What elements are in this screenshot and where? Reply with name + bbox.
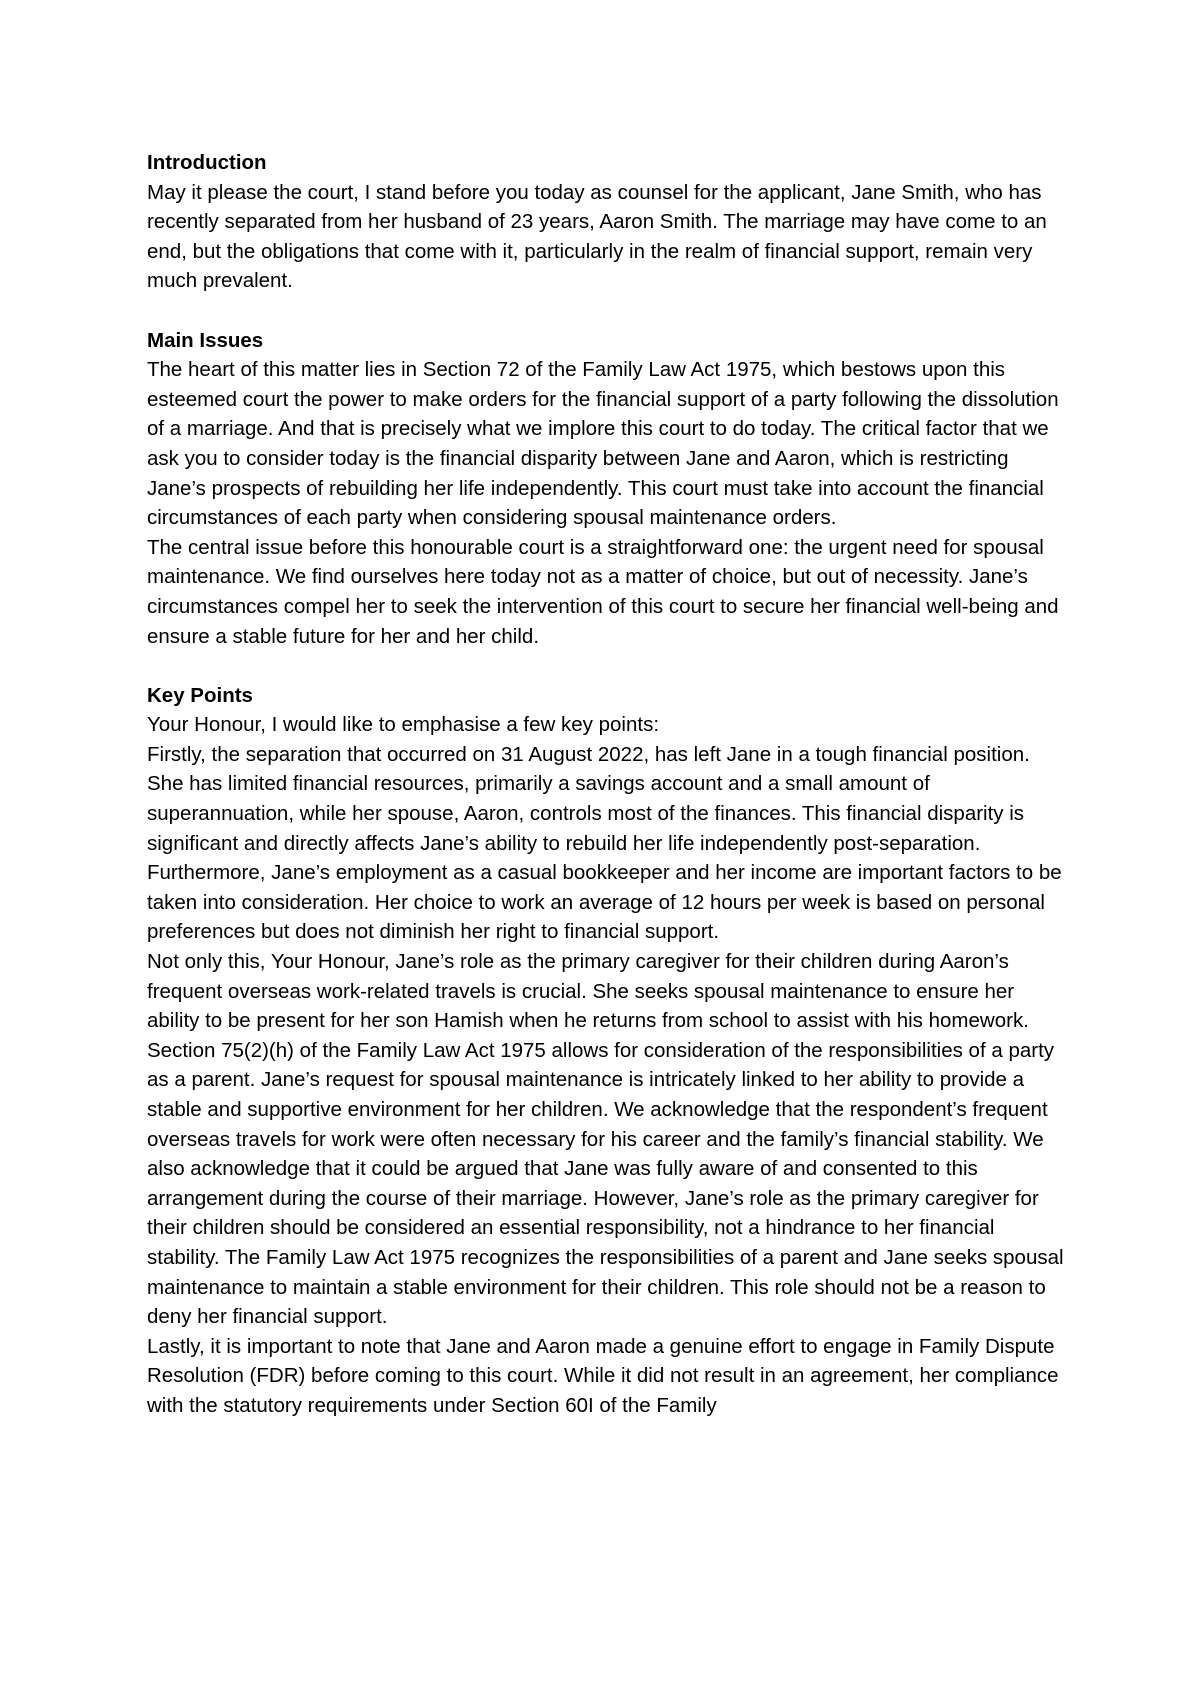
paragraph: Not only this, Your Honour, Jane’s role as the primary caregiver for their children during Aaron’s frequent overseas work-related travels is crucial. She seeks spousal maintenance to ensure her ability to be present for her son Hamish when he returns from school to assist with his homework. Section 75(2)(h) of the Family Law Act 1975 allows for consideration of the responsibilities of a party as a parent. Jane’s request for spousal maintenance is intricately linked to her ability to provide a stable and supportive environment for her children. We acknowledge that the respondent’s frequent overseas travels for work were often necessary for his career and the family’s financial stability. We also acknowledge that it could be argued that Jane was fully aware of and consented to this arrangement during the course of their marriage. However, Jane’s role as the primary caregiver for their children should be considered an essential responsibility, not a hindrance to her financial stability. The Family Law Act 1975 recognizes the responsibilities of a parent and Jane seeks spousal maintenance to maintain a stable environment for their children. This role should not be a reason to deny her financial support. [147, 950, 1064, 1329]
paragraph: Furthermore, Jane’s employment as a casual bookkeeper and her income are important factors to be taken into consideration. Her choice to work an average of 12 hours per week is based on personal preferences but does not diminish her right to financial support. [147, 861, 1062, 944]
section-heading: Introduction [147, 151, 267, 174]
paragraph: Your Honour, I would like to emphasise a few key points: [147, 713, 660, 737]
document-page [147, 148, 1067, 1421]
paragraph: Firstly, the separation that occurred on 31 August 2022, has left Jane in a tough financial position. She has limited financial resources, primarily a savings account and a small amount of superannuation, while her spouse, Aaron, controls most of the finances. This financial disparity is significant and directly affects Jane’s ability to rebuild her life independently post-separation. [147, 742, 1030, 855]
section-heading: Main Issues [147, 328, 264, 352]
section-main-issues [147, 326, 1067, 652]
paragraph: The heart of this matter lies in Section 72 of the Family Law Act 1975, which bestows upon this esteemed court the power to make orders for the financial support of a party following the dissolution of a marriage. And that is precisely what we implore this court to do today. The critical factor that we ask you to consider today is the financial disparity between Jane and Aaron, which is restricting Jane’s prospects of rebuilding her life independently. This court must take into account the financial circumstances of each party when considering spousal maintenance orders. [147, 358, 1059, 530]
paragraph: Lastly, it is important to note that Jane and Aaron made a genuine effort to engage in Family Dispute Resolution (FDR) before coming to this court. While it did not result in an agreement, her compliance with the statutory requirements under Section 60I of the Family [147, 1334, 1059, 1417]
paragraph: May it please the court, I stand before you today as counsel for the applicant, Jane Smith, who has recently separated from her husband of 23 years, Aaron Smith. The marriage may have come to an end, but the obligations that come with it, particularly in the realm of financial support, remain very much prevalent. [147, 180, 1047, 293]
section-key-points [147, 681, 1067, 1421]
section-introduction [147, 148, 1067, 296]
paragraph: The central issue before this honourable court is a straightforward one: the urgent need for spousal maintenance. We find ourselves here today not as a matter of choice, but out of necessity. Jane’s circumstances compel her to seek the intervention of this court to secure her financial well-being and ensure a stable future for her and her child. [147, 535, 1059, 648]
section-heading: Key Points [147, 683, 253, 707]
